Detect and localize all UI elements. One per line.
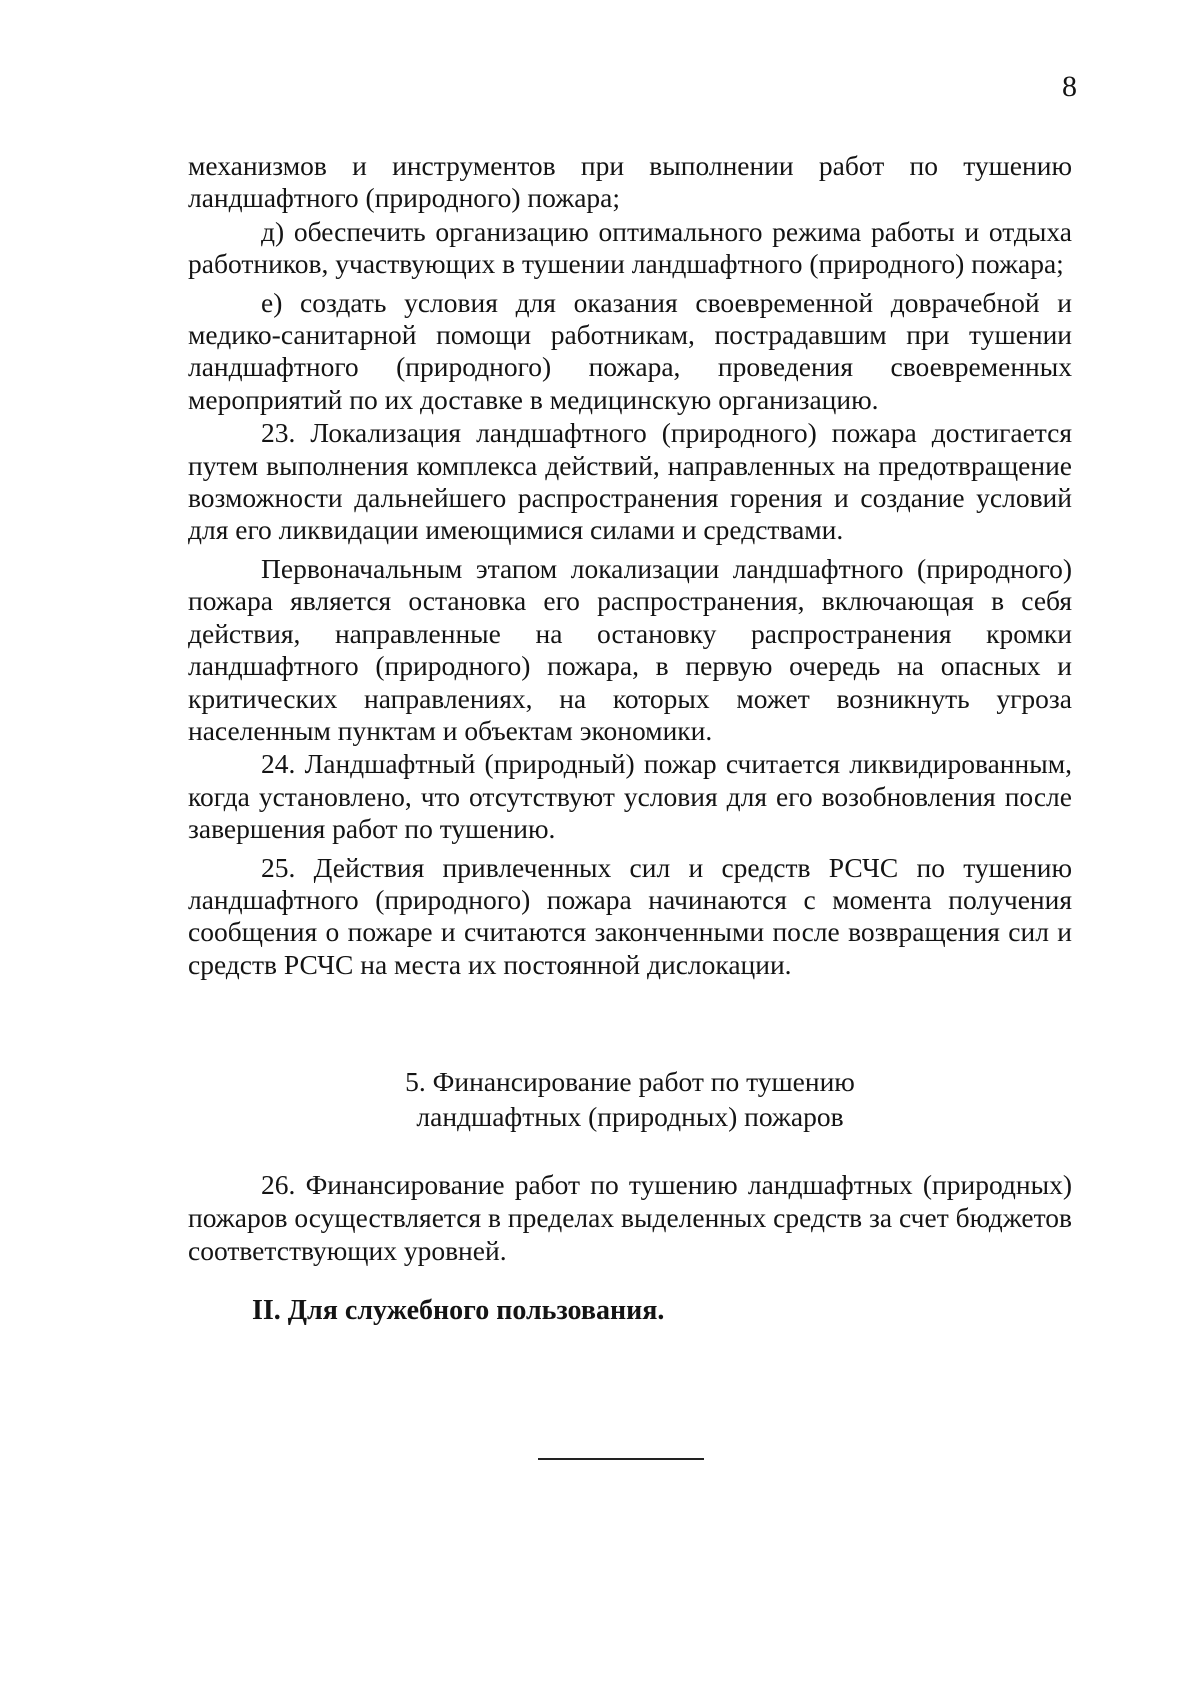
paragraph-23-continuation: Первоначальным этапом локализации ландшафтного (природного) пожара является остановка его распространения, включающая в себя действия, направленные на остановку распространения кромки ландшафтного (природного) пожара, в первую очередь на опасных и критических направлениях, на которых может возникнуть угроза населенным пунктам и объектам экономики. xyxy=(188,552,1072,746)
end-of-document-rule xyxy=(538,1458,704,1460)
paragraph-25: 25. Действия привлеченных сил и средств РСЧС по тушению ландшафтного (природного) пожара начинаются с момента получения сообщения о пожаре и считаются законченными после возвращения сил и средств РСЧС на места их постоянной дислокации. xyxy=(188,851,1072,980)
section-5-body xyxy=(188,1168,1072,1267)
paragraph-continuation: механизмов и инструментов при выполнении работ по тушению ландшафтного (природного) пожара; xyxy=(188,150,1072,214)
body-text xyxy=(188,150,1072,981)
section-5-heading xyxy=(188,1064,1072,1134)
section-5-heading-line-1: 5. Финансирование работ по тушению xyxy=(405,1066,855,1097)
paragraph-23: 23. Локализация ландшафтного (природного) пожара достигается путем выполнения комплекса действий, направленных на предотвращение возможности дальнейшего распространения горения и создание условий для его ликвидации имеющимися силами и средствами. xyxy=(188,417,1072,546)
restricted-use-note: II. Для служебного пользования. xyxy=(252,1295,665,1326)
paragraph-item-e: е) создать условия для оказания своевременной доврачебной и медико-санитарной помощи работникам, пострадавшим при тушении ландшафтного (природного) пожара, проведения своевременных мероприятий по их доставке в медицинскую организацию. xyxy=(188,286,1072,415)
page-number: 8 xyxy=(1062,70,1077,103)
paragraph-item-d: д) обеспечить организацию оптимального режима работы и отдыха работников, участвующих в тушении ландшафтного (природного) пожара; xyxy=(188,215,1072,280)
paragraph-26: 26. Финансирование работ по тушению ландшафтных (природных) пожаров осуществляется в пределах выделенных средств за счет бюджетов соответствующих уровней. xyxy=(188,1169,1072,1266)
paragraph-24: 24. Ландшафтный (природный) пожар считается ликвидированным, когда установлено, что отсутствуют условия для его возобновления после завершения работ по тушению. xyxy=(188,748,1072,845)
section-5-heading-line-2: ландшафтных (природных) пожаров xyxy=(416,1101,844,1132)
